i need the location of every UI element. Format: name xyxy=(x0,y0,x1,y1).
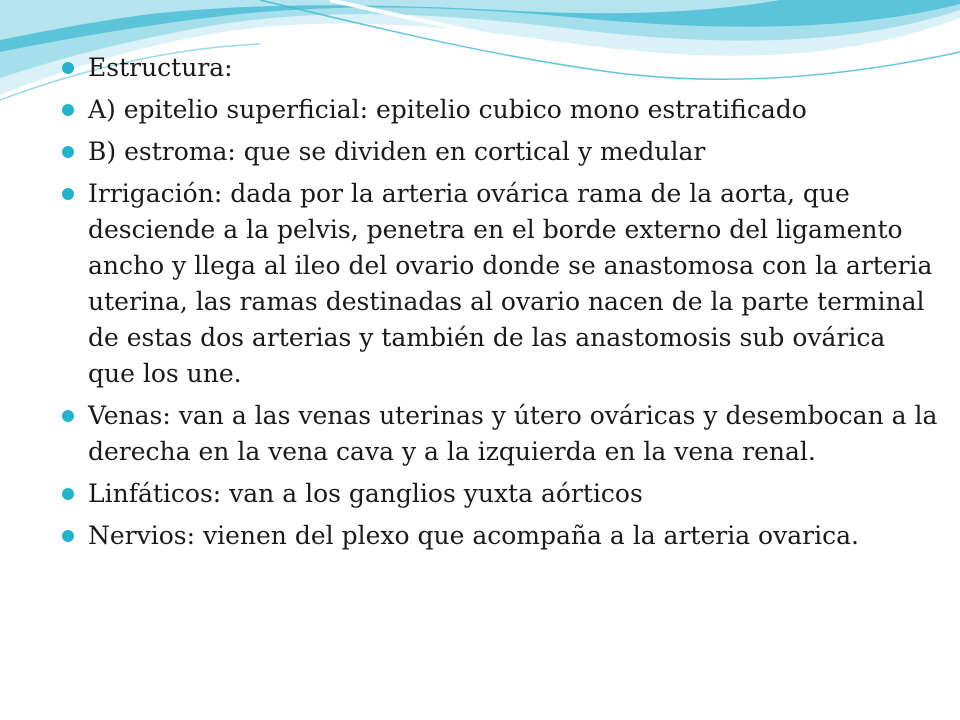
slide-content xyxy=(58,50,938,560)
bullet-text: Irrigación: dada por la arteria ovárica rama de la aorta, que desciende a la pelvis, penetra en el borde externo del ligamento ancho y llega al ileo del ovario donde se anastomosa con la arteria uterina, las ramas destinadas al ovario nacen de la parte terminal de estas dos arterias y también de las anastomosis sub ovárica que los une. xyxy=(88,179,933,388)
bullet-item-epitelio xyxy=(58,92,938,128)
bullet-item-linfaticos xyxy=(58,476,938,512)
bullet-text: Estructura: xyxy=(88,53,233,82)
bullet-item-estructura xyxy=(58,50,938,86)
bullet-list xyxy=(58,50,938,554)
bullet-item-venas xyxy=(58,398,938,470)
bullet-dot-icon xyxy=(62,530,74,542)
bullet-dot-icon xyxy=(62,62,74,74)
bullet-text: Linfáticos: van a los ganglios yuxta aórticos xyxy=(88,479,643,508)
bullet-dot-icon xyxy=(62,104,74,116)
bullet-dot-icon xyxy=(62,488,74,500)
bullet-item-irrigacion xyxy=(58,176,938,392)
bullet-text: B) estroma: que se dividen en cortical y medular xyxy=(88,137,706,166)
bullet-item-estroma xyxy=(58,134,938,170)
bullet-text: A) epitelio superficial: epitelio cubico mono estratificado xyxy=(88,95,807,124)
bullet-item-nervios xyxy=(58,518,938,554)
bullet-dot-icon xyxy=(62,410,74,422)
bullet-text: Venas: van a las venas uterinas y útero ováricas y desembocan a la derecha en la vena cava y a la izquierda en la vena renal. xyxy=(88,401,938,466)
bullet-text: Nervios: vienen del plexo que acompaña a la arteria ovarica. xyxy=(88,521,859,550)
bullet-dot-icon xyxy=(62,188,74,200)
bullet-dot-icon xyxy=(62,146,74,158)
